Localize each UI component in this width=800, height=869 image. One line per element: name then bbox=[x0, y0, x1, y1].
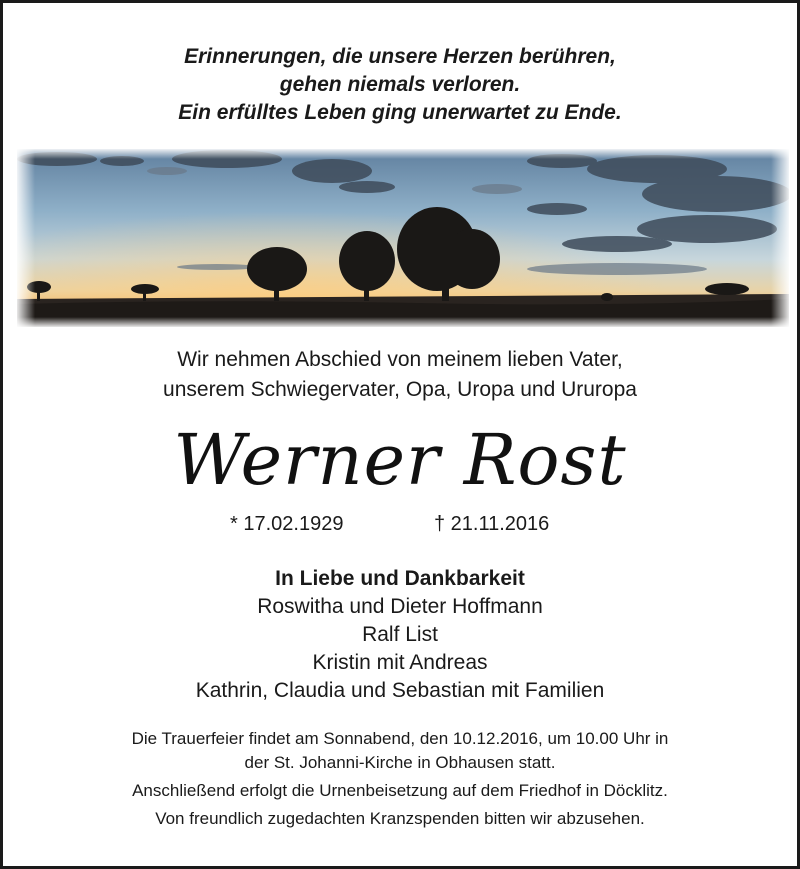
farewell-intro bbox=[3, 345, 797, 405]
mourner-line: Kristin mit Andreas bbox=[312, 651, 488, 674]
funeral-service-info bbox=[43, 727, 757, 775]
funeral-notice bbox=[43, 727, 757, 835]
quote-line-2: gehen niemals verloren. bbox=[279, 73, 521, 96]
death-date: † 21.11.2016 bbox=[434, 513, 550, 535]
intro-line-2: unserem Schwiegervater, Opa, Uropa und Ururopa bbox=[163, 378, 637, 401]
funeral-line-1: Die Trauerfeier findet am Sonnabend, den 10.12.2016, um 10.00 Uhr in bbox=[131, 729, 669, 748]
quote-line-3: Ein erfülltes Leben ging unerwartet zu Ende. bbox=[178, 101, 622, 124]
quote-line-1: Erinnerungen, die unsere Herzen berühren, bbox=[184, 45, 616, 68]
mourner-line: Kathrin, Claudia und Sebastian mit Familien bbox=[195, 679, 605, 702]
mourners-heading: In Liebe und Dankbarkeit bbox=[275, 567, 525, 590]
burial-info: Anschließend erfolgt die Urnenbeisetzung auf dem Friedhof in Döcklitz. bbox=[132, 781, 668, 800]
mourners-list bbox=[3, 565, 797, 705]
mourner-line: Roswitha und Dieter Hoffmann bbox=[257, 595, 543, 618]
sunset-landscape-image bbox=[17, 149, 789, 327]
mourner-line: Ralf List bbox=[362, 623, 438, 646]
memorial-quote bbox=[3, 43, 797, 127]
deceased-name: Werner Rost bbox=[173, 419, 627, 501]
funeral-line-2: der St. Johanni-Kirche in Obhausen statt. bbox=[244, 753, 556, 772]
birth-date: * 17.02.1929 bbox=[230, 513, 344, 535]
wreath-request: Von freundlich zugedachten Kranzspenden bitten wir abzusehen. bbox=[155, 809, 645, 828]
intro-line-1: Wir nehmen Abschied von meinem lieben Vater, bbox=[177, 348, 623, 371]
